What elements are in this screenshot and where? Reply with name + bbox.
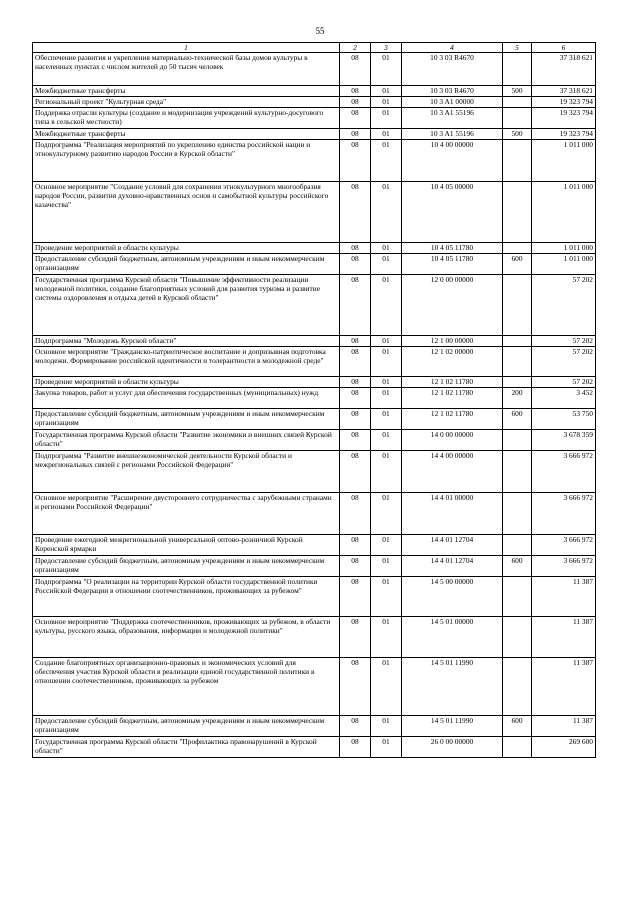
amount: 3 666 972 xyxy=(532,493,596,535)
amount: 53 750 xyxy=(532,409,596,430)
expense-type-code xyxy=(503,451,532,493)
target-article-code: 14 5 01 11990 xyxy=(402,658,503,716)
subsection-code: 01 xyxy=(371,53,402,86)
expense-type-code: 600 xyxy=(503,254,532,275)
amount: 3 452 xyxy=(532,388,596,409)
item-name: Подпрограмма "О реализации на территории Курской области государственной политики Российской Федерации в отношении соотечественников, проживающих за рубежом" xyxy=(33,577,340,617)
target-article-code: 10 3 03 R4670 xyxy=(402,53,503,86)
target-article-code: 10 3 A1 00000 xyxy=(402,97,503,108)
table-row xyxy=(33,140,596,182)
table-row xyxy=(33,254,596,275)
amount: 1 011 000 xyxy=(532,140,596,182)
expense-type-code: 500 xyxy=(503,129,532,140)
expense-type-code xyxy=(503,617,532,658)
amount: 11 387 xyxy=(532,716,596,737)
subsection-code: 01 xyxy=(371,535,402,556)
subsection-code: 01 xyxy=(371,388,402,409)
section-code: 08 xyxy=(340,336,371,347)
expense-type-code xyxy=(503,140,532,182)
amount: 3 666 972 xyxy=(532,556,596,577)
expense-type-code: 600 xyxy=(503,556,532,577)
header-cell: 2 xyxy=(340,43,371,53)
table-row xyxy=(33,336,596,347)
header-cell: 5 xyxy=(503,43,532,53)
section-code: 08 xyxy=(340,451,371,493)
item-name: Проведение мероприятий в области культуры xyxy=(33,377,340,388)
table-row xyxy=(33,617,596,658)
target-article-code: 14 5 01 00000 xyxy=(402,617,503,658)
table-row xyxy=(33,737,596,758)
budget-table xyxy=(32,42,596,758)
section-code: 08 xyxy=(340,140,371,182)
item-name: Государственная программа Курской области "Повышение эффективности реализации молодежной политики, создание благоприятных условий для развития туризма и развитие системы оздоровления и отдыха детей в Курской области" xyxy=(33,275,340,336)
section-code: 08 xyxy=(340,254,371,275)
section-code: 08 xyxy=(340,108,371,129)
item-name: Предоставление субсидий бюджетным, автономным учреждениям и иным некоммерческим организациям xyxy=(33,409,340,430)
target-article-code: 14 0 00 00000 xyxy=(402,430,503,451)
item-name: Обеспечение развития и укрепления материально-технической базы домов культуры в населенных пунктах с числом жителей до 50 тысяч человек xyxy=(33,53,340,86)
target-article-code: 12 1 02 11780 xyxy=(402,388,503,409)
table-row xyxy=(33,108,596,129)
amount: 57 202 xyxy=(532,336,596,347)
section-code: 08 xyxy=(340,377,371,388)
table-row xyxy=(33,409,596,430)
subsection-code: 01 xyxy=(371,617,402,658)
table-row xyxy=(33,556,596,577)
item-name: Проведение мероприятий в области культуры xyxy=(33,243,340,254)
amount: 57 202 xyxy=(532,275,596,336)
item-name: Предоставление субсидий бюджетным, автономным учреждениям и иным некоммерческим организациям xyxy=(33,556,340,577)
section-code: 08 xyxy=(340,97,371,108)
target-article-code: 26 0 00 00000 xyxy=(402,737,503,758)
subsection-code: 01 xyxy=(371,275,402,336)
item-name: Подпрограмма "Молодежь Курской области" xyxy=(33,336,340,347)
item-name: Государственная программа Курской области "Развитие экономики и внешних связей Курской области" xyxy=(33,430,340,451)
target-article-code: 14 5 01 11990 xyxy=(402,716,503,737)
amount: 19 323 794 xyxy=(532,129,596,140)
target-article-code: 14 4 01 00000 xyxy=(402,493,503,535)
expense-type-code xyxy=(503,658,532,716)
expense-type-code xyxy=(503,737,532,758)
target-article-code: 10 3 A1 55196 xyxy=(402,129,503,140)
target-article-code: 12 0 00 00000 xyxy=(402,275,503,336)
section-code: 08 xyxy=(340,658,371,716)
table-row xyxy=(33,275,596,336)
amount: 19 323 794 xyxy=(532,97,596,108)
section-code: 08 xyxy=(340,347,371,377)
table-row xyxy=(33,430,596,451)
table-row xyxy=(33,388,596,409)
item-name: Государственная программа Курской области "Профилактика правонарушений в Курской области" xyxy=(33,737,340,758)
subsection-code: 01 xyxy=(371,108,402,129)
header-cell: 1 xyxy=(33,43,340,53)
amount: 1 011 000 xyxy=(532,254,596,275)
target-article-code: 10 4 00 00000 xyxy=(402,140,503,182)
amount: 11 387 xyxy=(532,577,596,617)
item-name: Предоставление субсидий бюджетным, автономным учреждениям и иным некоммерческим организациям xyxy=(33,254,340,275)
expense-type-code xyxy=(503,182,532,243)
subsection-code: 01 xyxy=(371,493,402,535)
item-name: Межбюджетные трансферты xyxy=(33,86,340,97)
target-article-code: 12 1 02 11780 xyxy=(402,377,503,388)
amount: 11 387 xyxy=(532,658,596,716)
table-row xyxy=(33,577,596,617)
section-code: 08 xyxy=(340,409,371,430)
header-cell: 6 xyxy=(532,43,596,53)
expense-type-code xyxy=(503,347,532,377)
target-article-code: 12 1 00 00000 xyxy=(402,336,503,347)
item-name: Закупка товаров, работ и услуг для обеспечения государственных (муниципальных) нужд xyxy=(33,388,340,409)
expense-type-code xyxy=(503,243,532,254)
item-name: Подпрограмма "Развитие внешнеэкономической деятельности Курской области и межрегиональных связей с регионами Российской Федерации" xyxy=(33,451,340,493)
target-article-code: 12 1 02 00000 xyxy=(402,347,503,377)
amount: 1 011 000 xyxy=(532,182,596,243)
target-article-code: 14 4 01 12704 xyxy=(402,556,503,577)
table-row xyxy=(33,535,596,556)
table-row xyxy=(33,182,596,243)
section-code: 08 xyxy=(340,243,371,254)
target-article-code: 10 4 05 11780 xyxy=(402,243,503,254)
amount: 11 387 xyxy=(532,617,596,658)
item-name: Основное мероприятие "Поддержка соотечественников, проживающих за рубежом, в области культуры, русского языка, образования, информации и молодежной политики" xyxy=(33,617,340,658)
target-article-code: 10 3 03 R4670 xyxy=(402,86,503,97)
expense-type-code xyxy=(503,336,532,347)
amount: 1 011 000 xyxy=(532,243,596,254)
item-name: Межбюджетные трансферты xyxy=(33,129,340,140)
subsection-code: 01 xyxy=(371,556,402,577)
expense-type-code xyxy=(503,97,532,108)
section-code: 08 xyxy=(340,737,371,758)
expense-type-code: 200 xyxy=(503,388,532,409)
expense-type-code xyxy=(503,275,532,336)
table-row xyxy=(33,716,596,737)
target-article-code: 10 4 05 00000 xyxy=(402,182,503,243)
subsection-code: 01 xyxy=(371,182,402,243)
section-code: 08 xyxy=(340,430,371,451)
subsection-code: 01 xyxy=(371,737,402,758)
expense-type-code xyxy=(503,577,532,617)
table-row xyxy=(33,493,596,535)
subsection-code: 01 xyxy=(371,409,402,430)
subsection-code: 01 xyxy=(371,97,402,108)
subsection-code: 01 xyxy=(371,254,402,275)
subsection-code: 01 xyxy=(371,377,402,388)
amount: 37 318 621 xyxy=(532,53,596,86)
table-row xyxy=(33,243,596,254)
subsection-code: 01 xyxy=(371,658,402,716)
amount: 57 202 xyxy=(532,377,596,388)
target-article-code: 12 1 02 11780 xyxy=(402,409,503,430)
subsection-code: 01 xyxy=(371,86,402,97)
item-name: Региональный проект "Культурная среда" xyxy=(33,97,340,108)
expense-type-code xyxy=(503,535,532,556)
section-code: 08 xyxy=(340,493,371,535)
table-row xyxy=(33,377,596,388)
expense-type-code xyxy=(503,430,532,451)
expense-type-code: 600 xyxy=(503,716,532,737)
subsection-code: 01 xyxy=(371,577,402,617)
target-article-code: 14 4 00 00000 xyxy=(402,451,503,493)
amount: 37 318 621 xyxy=(532,86,596,97)
item-name: Проведение ежегодной межрегиональной универсальной оптово-розничной Курской Коренской ярмарки xyxy=(33,535,340,556)
section-code: 08 xyxy=(340,388,371,409)
subsection-code: 01 xyxy=(371,336,402,347)
subsection-code: 01 xyxy=(371,347,402,377)
subsection-code: 01 xyxy=(371,716,402,737)
amount: 3 678 359 xyxy=(532,430,596,451)
table-row xyxy=(33,451,596,493)
section-code: 08 xyxy=(340,275,371,336)
section-code: 08 xyxy=(340,577,371,617)
header-cell: 4 xyxy=(402,43,503,53)
expense-type-code xyxy=(503,493,532,535)
target-article-code: 10 4 05 11780 xyxy=(402,254,503,275)
header-row xyxy=(33,43,596,53)
item-name: Предоставление субсидий бюджетным, автономным учреждениям и иным некоммерческим организациям xyxy=(33,716,340,737)
section-code: 08 xyxy=(340,535,371,556)
item-name: Основное мероприятие "Гражданско-патриотическое воспитание и допризывная подготовка молодежи. Формирование российской идентичности и толерантности в молодежной среде" xyxy=(33,347,340,377)
section-code: 08 xyxy=(340,556,371,577)
table-row xyxy=(33,129,596,140)
amount: 269 600 xyxy=(532,737,596,758)
expense-type-code xyxy=(503,108,532,129)
section-code: 08 xyxy=(340,716,371,737)
amount: 19 323 794 xyxy=(532,108,596,129)
item-name: Подпрограмма "Реализация мероприятий по укреплению единства российской нации и этнокультурному развитию народов России в Курской области" xyxy=(33,140,340,182)
subsection-code: 01 xyxy=(371,451,402,493)
table-row xyxy=(33,86,596,97)
table-row xyxy=(33,97,596,108)
page-number: 55 xyxy=(315,26,325,36)
header-cell: 3 xyxy=(371,43,402,53)
table-row xyxy=(33,658,596,716)
section-code: 08 xyxy=(340,129,371,140)
section-code: 08 xyxy=(340,182,371,243)
table-row xyxy=(33,53,596,86)
item-name: Создание благоприятных организационно-правовых и экономических условий для обеспечения участия Курской области в реализации единой государственной политики в отношении соотечественников, проживающих за рубежом xyxy=(33,658,340,716)
expense-type-code xyxy=(503,377,532,388)
expense-type-code xyxy=(503,53,532,86)
target-article-code: 10 3 A1 55196 xyxy=(402,108,503,129)
amount: 3 666 972 xyxy=(532,451,596,493)
target-article-code: 14 4 01 12704 xyxy=(402,535,503,556)
subsection-code: 01 xyxy=(371,140,402,182)
target-article-code: 14 5 00 00000 xyxy=(402,577,503,617)
section-code: 08 xyxy=(340,53,371,86)
subsection-code: 01 xyxy=(371,243,402,254)
section-code: 08 xyxy=(340,617,371,658)
expense-type-code: 500 xyxy=(503,86,532,97)
item-name: Основное мероприятие "Расширение двустороннего сотрудничества с зарубежными странами и регионами Российской Федерации" xyxy=(33,493,340,535)
item-name: Основное мероприятие "Создание условий для сохранения этнокультурного многообразия народов России, развития духовно-нравственных основ и самобытной культуры российского казачества" xyxy=(33,182,340,243)
subsection-code: 01 xyxy=(371,129,402,140)
subsection-code: 01 xyxy=(371,430,402,451)
amount: 57 202 xyxy=(532,347,596,377)
expense-type-code: 600 xyxy=(503,409,532,430)
item-name: Поддержка отрасли культуры (создание и модернизация учреждений культурно-досугового типа в сельской местности) xyxy=(33,108,340,129)
table-row xyxy=(33,347,596,377)
amount: 3 666 972 xyxy=(532,535,596,556)
section-code: 08 xyxy=(340,86,371,97)
